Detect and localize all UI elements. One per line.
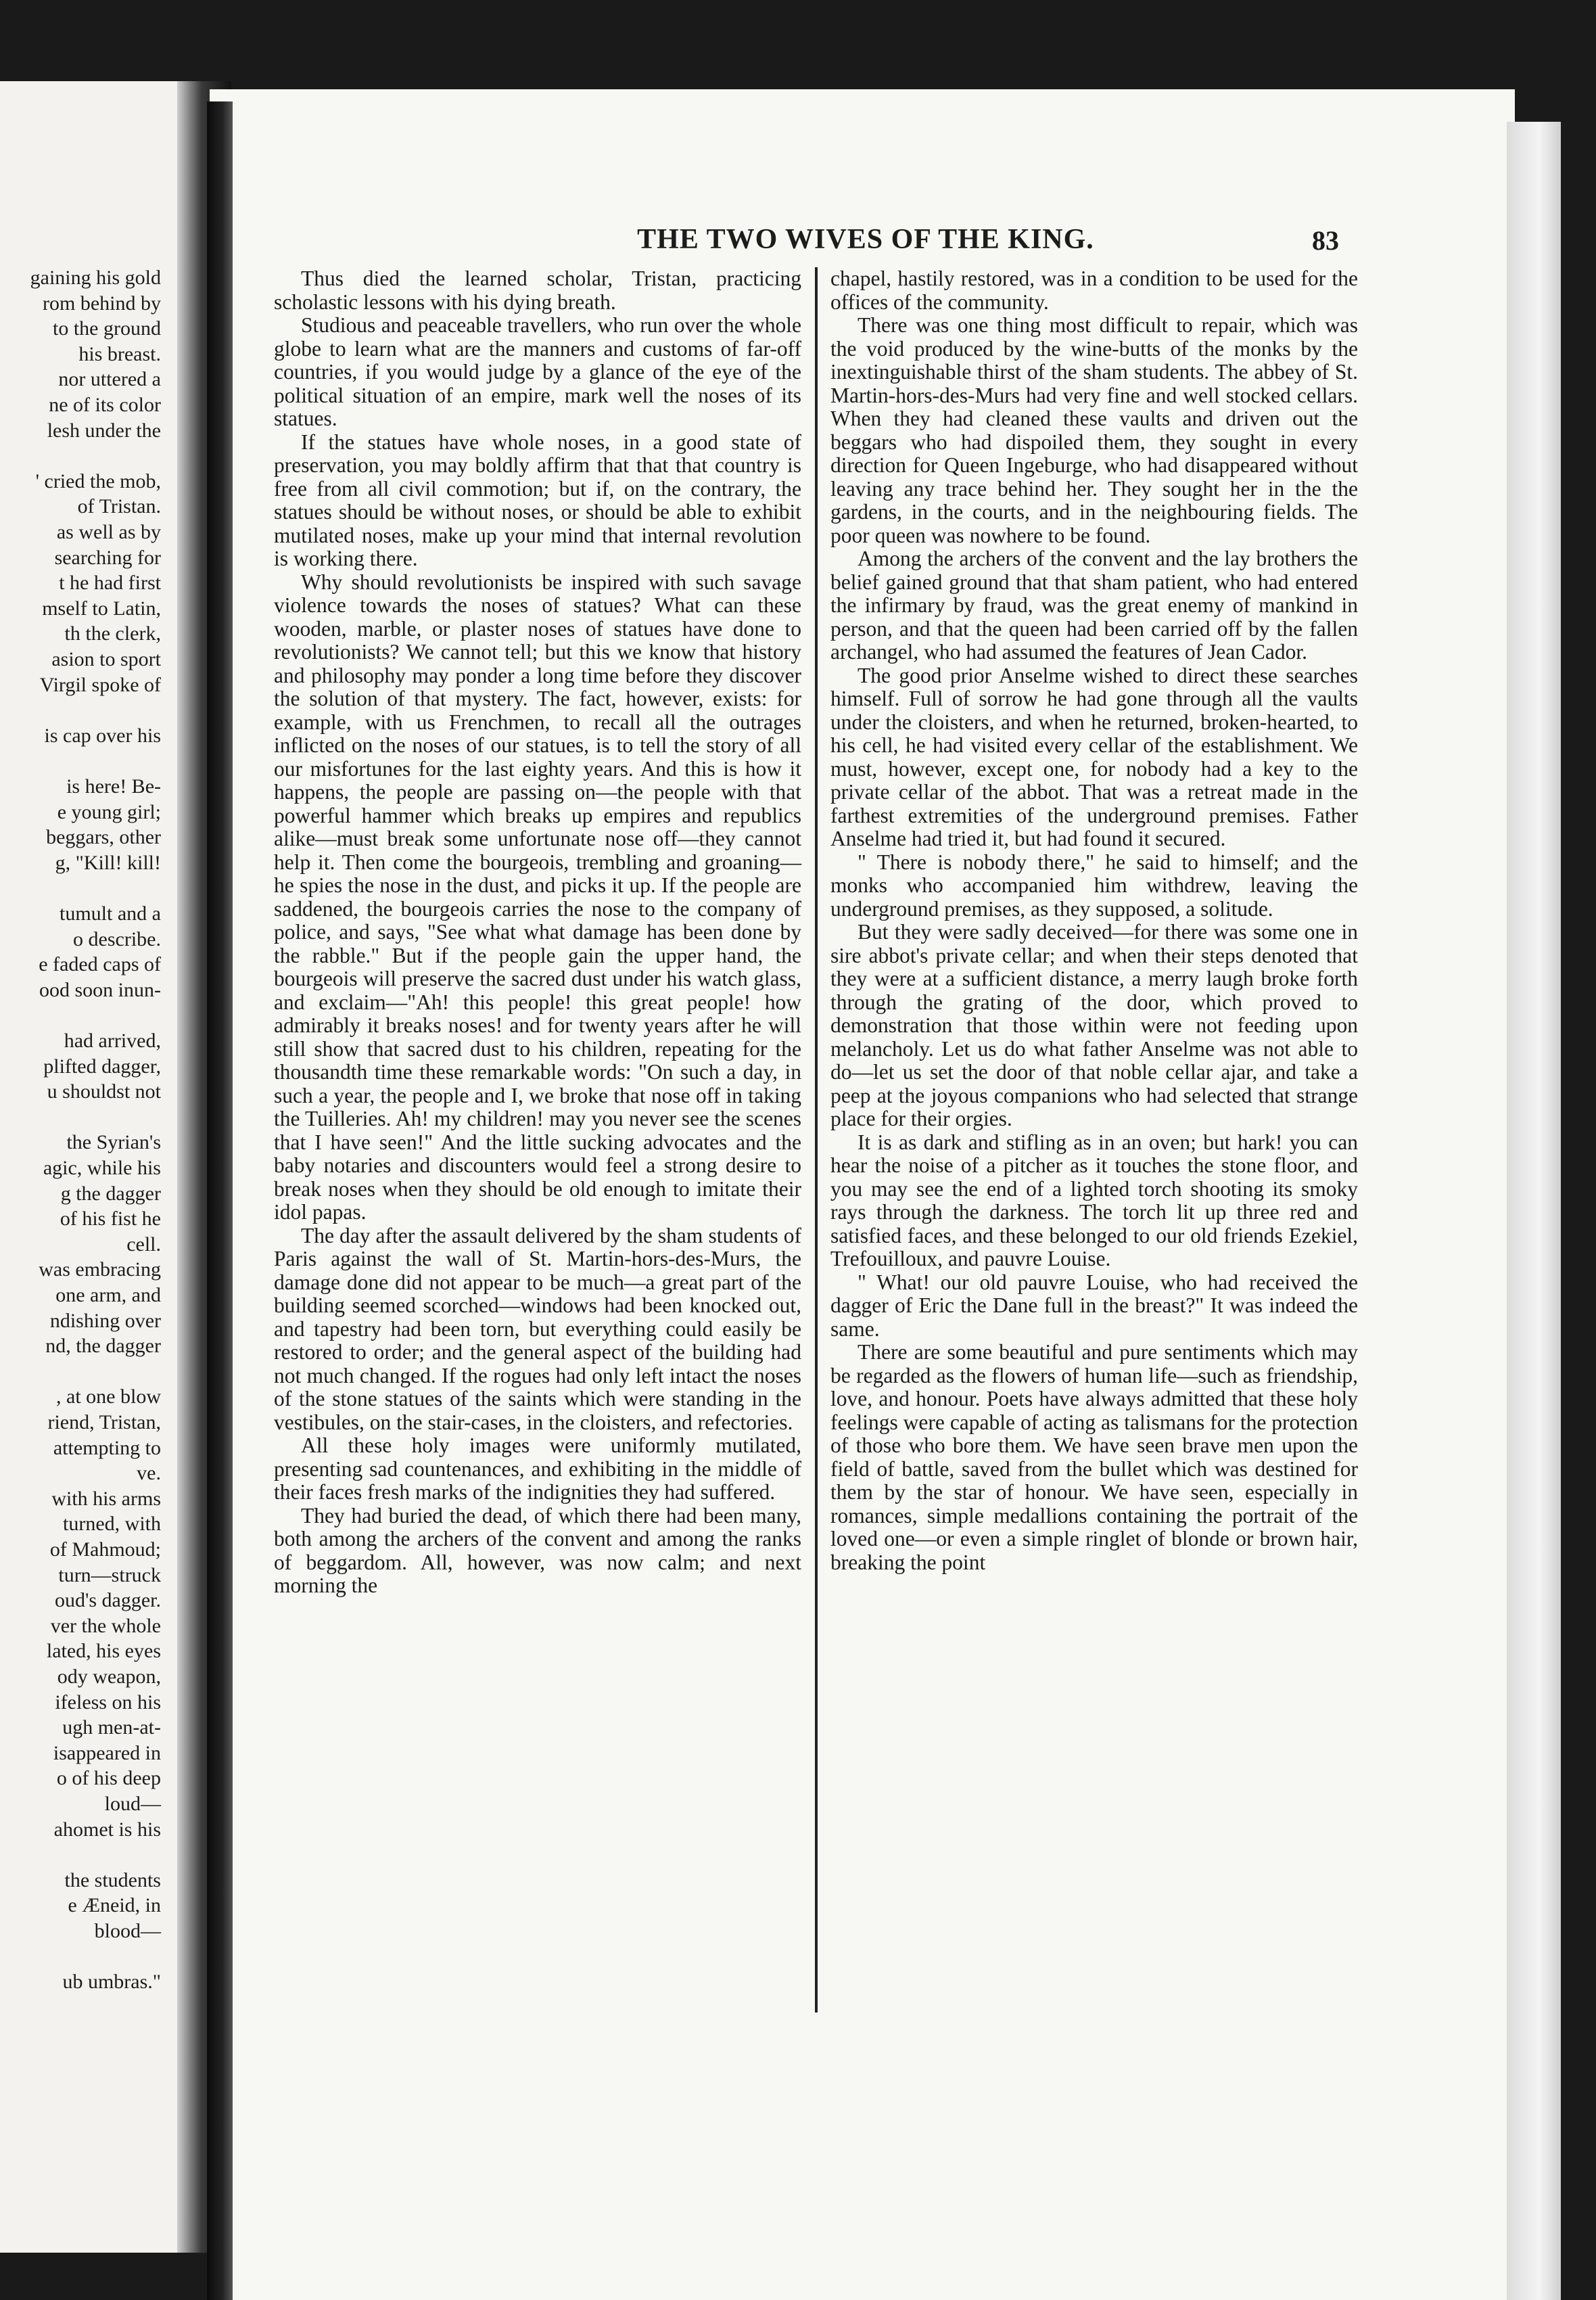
left-page-line: the students xyxy=(64,1868,161,1891)
left-page-line: beggars, other xyxy=(46,826,161,849)
page-edge xyxy=(1507,122,1561,2300)
left-page-line: e Æneid, in xyxy=(68,1894,161,1917)
left-page-line: blood— xyxy=(94,1920,161,1942)
left-page-line: ugh men-at- xyxy=(62,1716,161,1739)
left-page-line: Virgil spoke of xyxy=(39,673,161,696)
left-page-line: turned, with xyxy=(63,1513,161,1536)
left-page-line: ody weapon, xyxy=(57,1665,161,1688)
left-page-line: lesh under the xyxy=(47,419,161,442)
left-page-line: nor uttered a xyxy=(58,368,161,391)
paragraph: The day after the assault delivered by the sham students of Paris against the wall of St. Martin-hors-des-Murs, the damage done did not appear to be much—a great part of the building seemed scorched—windows had been knocked out, and tapestry had been torn, but everything could easily be restored to order; and the general aspect of the building had not much changed. If the rogues had only left intact the noses of the stone statues of the saints which were standing in the vestibules, on the stair-cases, in the cloisters, and refectories. xyxy=(274,1223,801,1434)
left-page-line: ver the whole xyxy=(50,1614,161,1637)
left-page-line: ifeless on his xyxy=(55,1690,161,1714)
left-page-line: was embracing xyxy=(39,1258,161,1281)
paragraph: " There is nobody there," he said to himself; and the monks who accompanied him withdrew, leaving the underground premises, as they supposed, a solitude. xyxy=(830,850,1358,921)
paragraph: They had buried the dead, of which there had been many, both among the archers of the convent and among the ranks of beggardom. All, however, was now calm; and next morning the xyxy=(274,1503,801,1597)
left-page-line: e young girl; xyxy=(57,800,161,823)
running-title: THE TWO WIVES OF THE KING. xyxy=(637,224,1094,255)
left-page-line: his breast. xyxy=(78,342,161,365)
page-number: 83 xyxy=(1312,225,1339,256)
paragraph: There was one thing most difficult to repair, which was the void produced by the wine-butts of the monks by the inextinguishable thirst of the sham students. The abbey of St. Martin-hors-des-Murs had very fine and well stocked cellars. When they had cleaned these vaults and driven out the beggars who had dispoiled them, they sought in every direction for Queen Ingeburge, who had disappeared without leaving any trace behind her. They sought her in the the gardens, in the courts, and in the neighbouring fields. The poor queen was nowhere to be found. xyxy=(830,313,1358,547)
left-page-line: with his arms xyxy=(51,1487,161,1510)
left-page-line: to the ground xyxy=(53,317,161,340)
left-page-line: is here! Be- xyxy=(66,775,161,798)
left-page-line: asion to sport xyxy=(51,648,161,670)
paragraph: All these holy images were uniformly mutilated, presenting sad countenances, and exhibiting in the middle of their faces fresh marks of the indignities they had suffered. xyxy=(274,1433,801,1504)
left-page-line: riend, Tristan, xyxy=(47,1411,161,1433)
left-page-line: g, "Kill! kill! xyxy=(55,851,161,874)
left-page-line: g the dagger xyxy=(60,1182,161,1205)
left-page-line: t he had first xyxy=(59,572,161,595)
paragraph: Why should revolutionists be inspired with such savage violence towards the noses of statues? What can these wooden, marble, or plaster noses of statues have done to revolutionists? We cannot tell; but this we know that history and philosophy may ponder a long time before they discover the solution of that mystery. The fact, however, exists: for example, with us Frenchmen, to recall all the outrages inflicted on the noses of our statues, is to tell the story of all our misfortunes for the last eighty years. And this is how it happens, the people are passing on—the people with that powerful hammer which breaks up empires and republics alike—must break some unfortunate nose off—they cannot help it. Then come the bourgeois, trembling and groaning—he spies the nose in the dust, and picks it up. If the people are saddened, the bourgeois carries the nose to the company of police, and says, "See what what damage has been done by the rabble." But if the people gain the upper hand, the bourgeois will preserve the sacred dust under his watch glass, and exclaim—"Ah! this people! this great people! how admirably it breaks noses! and for twenty years after he will still show that sacred dust to his children, repeating for the thousandth time these remarkable words: "On such a day, in such a year, the people and I, we broke that nose off in taking the Tuilleries. Ah! my children! may you never see the scenes that I have seen!" And the little sucking advocates and the baby notaries and discounters would feel a strong desire to break noses when they should be old enough to imitate their idol papas. xyxy=(274,570,801,1224)
left-page-line: as well as by xyxy=(56,521,161,543)
left-page-line: plifted dagger, xyxy=(43,1055,161,1078)
column-divider xyxy=(815,267,818,2013)
left-page-line: lated, his eyes xyxy=(46,1640,161,1663)
paragraph: Studious and peaceable travellers, who run over the whole globe to learn what are the manners and customs of far-off countries, if you would judge by a glance of the eye of the political situation of an empire, mark well the noses of its statues. xyxy=(274,313,801,430)
paragraph: " What! our old pauvre Louise, who had received the dagger of Eric the Dane full in the breast?" It was indeed the same. xyxy=(830,1270,1358,1341)
left-page-line: is cap over his xyxy=(44,724,161,747)
left-page-line: agic, while his xyxy=(43,1157,161,1179)
left-page-line: had arrived, xyxy=(64,1030,161,1052)
left-page-line: loud— xyxy=(104,1793,161,1815)
left-page-line: e faded caps of xyxy=(39,953,161,976)
paragraph: There are some beautiful and pure sentiments which may be regarded as the flowers of human life—such as friendship, love, and honour. Poets have always admitted that these holy feelings were capable of acting as talismans for the protection of those who bore them. We have seen brave men upon the field of battle, saved from the bullet which was destined for them by the star of honour. We have seen, especially in romances, simple medallions containing the portrait of the loved one—or even a simple ringlet of blonde or brown hair, breaking the point xyxy=(830,1340,1358,1574)
left-page-line: of Mahmoud; xyxy=(49,1538,161,1561)
paragraph: Thus died the learned scholar, Tristan, practicing scholastic lessons with his dying breath. xyxy=(274,267,801,314)
text-column-right xyxy=(830,267,1358,1574)
left-page-line: ood soon inun- xyxy=(39,978,161,1001)
left-page-line: gaining his gold xyxy=(30,267,161,289)
left-page-line: turn—struck xyxy=(58,1563,161,1586)
left-page-line: ' cried the mob, xyxy=(35,469,161,492)
left-page-line: mself to Latin, xyxy=(42,597,161,620)
text-column-left xyxy=(274,267,801,1598)
paragraph: Among the archers of the convent and the lay brothers the belief gained ground that that sham patient, who had entered the infirmary by fraud, was the great enemy of mankind in person, and that the queen had been carried off by the fallen archangel, who had assumed the features of Jean Cador. xyxy=(830,547,1358,664)
left-page-line: , at one blow xyxy=(56,1385,161,1408)
left-page-line: rom behind by xyxy=(43,292,161,315)
left-page-line: nd, the dagger xyxy=(45,1335,161,1358)
left-page-line: ne of its color xyxy=(49,394,161,416)
left-page-line: searching for xyxy=(54,546,161,569)
left-page-line: o describe. xyxy=(73,927,161,950)
left-page-line: of his fist he xyxy=(60,1208,161,1230)
paragraph: But they were sadly deceived—for there was some one in sire abbot's private cellar; and when their steps denoted that they were at a sufficient distance, a merry laugh broke forth through the grating of the door, which proved to demonstration that those within were not feeding upon melancholy. Let us do what father Anselme was not able to do—let us set the door of that noble cellar ajar, and take a peep at the joyous companions who had selected that strange place for their orgies. xyxy=(830,920,1358,1130)
left-page-line: the Syrian's xyxy=(66,1131,161,1154)
left-page-line: isappeared in xyxy=(53,1741,161,1764)
left-page-line: attempting to xyxy=(53,1436,161,1459)
paragraph: If the statues have whole noses, in a good state of preservation, you may boldly affirm that that that country is free from all civil commotion; but if, on the contrary, the statues should be without noses, or should be able to exhibit mutilated noses, make up your mind that internal revolution is working there. xyxy=(274,430,801,570)
left-page-line: th the clerk, xyxy=(64,622,161,645)
left-page-line: u shouldst not xyxy=(47,1080,161,1103)
paragraph: The good prior Anselme wished to direct these searches himself. Full of sorrow he had gone through all the vaults under the cloisters, and when he returned, broken-hearted, to his cell, he had visited every cellar of the establishment. We must, however, except one, for nobody had a key to the private cellar of the abbot. That was a retreat made in the farthest extremities of the underground premises. Father Anselme had tried it, but had found it secured. xyxy=(830,663,1358,850)
book-spine xyxy=(207,101,233,2300)
left-page-line: ahomet is his xyxy=(53,1818,161,1841)
paragraph: It is as dark and stifling as in an oven; but hark! you can hear the noise of a pitcher as it touches the stone floor, and you may see the end of a lighted torch shooting its smoky rays through the darkness. The torch lit up three red and satisfied faces, and these belonged to our old friends Ezekiel, Trefouilloux, and pauvre Louise. xyxy=(830,1130,1358,1270)
left-page-line: o of his deep xyxy=(56,1767,161,1790)
left-page-line: ndishing over xyxy=(49,1309,161,1332)
left-page-line: tumult and a xyxy=(60,902,161,925)
left-page-line: ve. xyxy=(137,1462,161,1485)
left-page-line: of Tristan. xyxy=(77,495,161,518)
left-page-line: ub umbras." xyxy=(62,1971,161,1994)
left-page-line: cell. xyxy=(126,1233,161,1256)
left-page-line: one arm, and xyxy=(55,1284,161,1306)
paragraph: chapel, hastily restored, was in a condition to be used for the offices of the community. xyxy=(830,267,1358,314)
left-page-line: oud's dagger. xyxy=(54,1589,161,1612)
